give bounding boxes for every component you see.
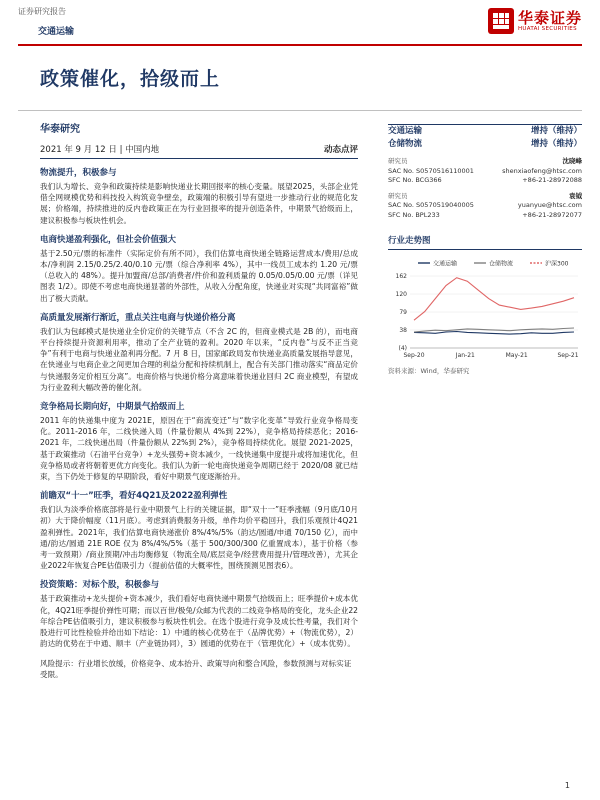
report-date: 2021 年 9 月 12 日 [40, 145, 117, 155]
date-region [40, 143, 159, 155]
analyst-name: 袁钺 [569, 191, 582, 200]
rating-sector: 交通运输 [388, 126, 423, 136]
y-tick-label: 162 [395, 273, 407, 280]
report-category-label: 交通运输 [38, 27, 75, 37]
rating-sector: 仓储物流 [388, 139, 423, 149]
analyst-role: 研究员 [388, 191, 408, 200]
header-divider [18, 44, 582, 46]
section-title: 竞争格局长期向好，中期景气拾级而上 [40, 402, 185, 413]
huatai-logo [488, 8, 582, 34]
report-title: 政策催化，拾级而上 [40, 68, 221, 90]
section-title: 物流提升，积极参与 [40, 168, 117, 178]
analyst-phone: +86-21-28972077 [522, 210, 582, 219]
trend-chart-svg [388, 256, 582, 364]
section-title: 投资策略：对标个股，积极参与 [40, 580, 160, 591]
ratings-box [388, 124, 582, 151]
analyst-phone: +86-21-28972088 [522, 176, 582, 184]
y-tick-label: 120 [395, 291, 407, 298]
sidebar-column [388, 120, 582, 375]
section-title: 高质量发展渐行渐近，重点关注电商与快递价格分离 [40, 312, 236, 323]
trend-chart-title: 行业走势图 [388, 234, 582, 250]
section-3 [40, 313, 358, 393]
x-tick-label: May-21 [505, 352, 528, 359]
y-tick-label: (4) [398, 345, 407, 352]
section-body: 我们认为增长、竞争和政策持续是影响快递业长期回报率的核心变量。展望2025，头部企业凭借全网规模优势和科技投入构筑竞争壁垒，政策端的积极引导有望进一步推动行业的规范化发展；价格端，持续推进的反内卷政策正在为行业回报率的提升创造条件，中期景气拾级而上，建议积极参与板块性机会。 [40, 182, 358, 225]
section-5 [40, 491, 358, 571]
section-6 [40, 580, 358, 649]
y-tick-label: 38 [399, 327, 407, 334]
series-line-3 [414, 278, 574, 321]
section-title: 电商快递盈利强化，但社会价值强大 [40, 234, 177, 245]
rating-row [388, 125, 582, 138]
analyst-sac: SAC No. S0570519040005 [388, 201, 474, 209]
rating-row [388, 138, 582, 151]
section-4 [40, 402, 358, 482]
date-row [40, 143, 358, 159]
rating-value: 增持（维持） [530, 126, 582, 136]
y-tick-label: 79 [399, 309, 407, 316]
legend-label: 交通运输 [433, 260, 458, 268]
analyst-email[interactable]: shenxiaofeng@htsc.com [502, 166, 582, 175]
x-tick-label: Jan-21 [455, 352, 475, 359]
section-body: 基于政策推动+龙头提价+资本减少，我们看好电商快递中期景气拾级而上；旺季提价+成本优化，4Q21旺季提价弹性可期；而以百世/极兔/众邮为代表的二线竞争格局的变化，龙头企业22年综合PE估值吸引力，建议积极参与板块性机会。在选个股进行竞争及成长性考量，我们对个股进行可比性检验并给出如下结论：1）中通的核心优势在于（品牌优势）+（物流优势），2）韵达的优势在于中通、顺丰（产业链协同），3）圆通的优势在于（管理优化）+（成本优势）。 [40, 594, 358, 649]
section-title: 前瞻双“十一”旺季，看好4Q21及2022盈利弹性 [40, 491, 228, 502]
page-number: 1 [564, 781, 570, 790]
section-body: 2011 年的快递集中度为 2021E，原因在于“商流变迁”与“数字化变革”导致行业竞争格局变化。2011-2016 年，二线快递入局（件量份额从 4%到 22%），竞争格局持续恶化；2016-2021 年，二线快递出局（件量份额从 22%到 2%），竞争格局持续优化。展望 2021-2025，基于政策推动（石油平台竞争）+龙头强势+资本减少，一线快递集中度提升或将加速优化，但竞争格局或者将朝着更优方向变化。我们认为新一轮电商快递竞争周期已经于 2020/08 就已结束，当下仍处于修复的早期阶段，看好中期景气度逐渐抬升。 [40, 416, 358, 482]
series-line-1 [414, 332, 574, 335]
report-region: 中国内地 [125, 145, 160, 155]
title-divider [18, 110, 582, 111]
research-org: 华泰研究 [40, 124, 80, 135]
analyst-sac: SAC No. S0570516110001 [388, 166, 474, 175]
legend-label: 仓储物流 [489, 260, 514, 268]
rating-value: 增持（维持） [530, 139, 582, 149]
x-tick-label: Sep-20 [403, 352, 425, 359]
x-tick-label: Sep-21 [557, 352, 579, 359]
section-body: 基于2.50元/票的标准件（实际定价有所不同），我们估算电商快递全链路运营成本/费用/总成本/净利润 2.15/0.25/2.40/0.10 元/票（综合净利率 4%），其中一线员工成本约 1.20 元/票（总收入的 48%）。提升加盟商/总部/消费者/件价和盈利质量的 0.05/0.05/0.00 元/票（详见图表 1/2）。即使不考虑电商快递显著的外部性，从收入分配角度，快递业对实现“共同富裕”做出了极大贡献。 [40, 248, 358, 303]
analyst-email[interactable]: yuanyue@htsc.com [517, 201, 582, 209]
analyst-sfc: SFC No. BCG366 [388, 176, 442, 184]
analyst-card [388, 157, 582, 186]
logo-english-name: HUATAI SECURITIES [517, 26, 577, 32]
section-2 [40, 235, 358, 304]
analyst-role: 研究员 [388, 157, 408, 165]
section-1 [40, 168, 358, 226]
report-series-label: 证券研究报告 [18, 7, 66, 16]
analyst-sfc: SFC No. BPL233 [388, 210, 440, 219]
section-body: 我们认为包邮模式是快递业全价定价的关键节点（不含 2C 的，但商业模式是 2B 的），而电商平台持续提升资源利用率，推动了全产业链的盈利。2020 年以来，“反内卷”与反不正当竞争”有利于电商与快递业盈利再分配。7 月 8 日，国家邮政局发布快递业高质量发展指导意见，在快递业与电商企业之间更加合理的利益分配和持续机制上，配合有关部门推动落实“商品定价与快递服务定价相互分离”。电商价格与快递价格分离意味着快递业回归 2C 商业模型，有望成为行业盈利大幅改善的催化剂。 [40, 326, 358, 392]
risk-disclaimer: 风险提示：行业增长放缓，价格竞争、成本抬升、政策导向和整合风险，参数预测与对标实证受限。 [40, 658, 352, 679]
analyst-name: 沈晓峰 [562, 157, 582, 165]
section-body: 我们认为淡季价格底部将是行业中期景气上行的关键证据，即“双十一”旺季涨幅（9月底/10月初）大于降价幅度（11月底）。考虑到消费服务升级，单件均价平稳回升，我们乐观预计4Q21盈利弹性。2021年，我们估算电商快递涨价 8%/4%/5%（韵达/圆通/申通 70/150 亿），而中通/韵达/圆通 21E ROE 仅为 8%/4%/5%（基于 500/300/300 亿重置成本），基于价格（参考一致预期）/商业预期/冲击均衡修复（物流全局/底层竞争/经营费用提升/管理改善），尤其企业2022年恢复合PE估值吸引力（提前估值的大概率性，围绕预测见图表6）。 [40, 505, 358, 571]
trend-chart [388, 256, 582, 364]
chart-source: 资料来源：Wind，华泰研究 [388, 367, 470, 375]
legend-label: 沪深300 [545, 260, 569, 268]
region-separator: | [119, 145, 126, 155]
report-type: 动态点评 [323, 145, 358, 155]
analyst-card [388, 192, 582, 221]
huatai-logo-icon [488, 8, 514, 34]
logo-chinese-name: 华泰证券 [517, 9, 582, 27]
main-content-column [40, 120, 358, 680]
